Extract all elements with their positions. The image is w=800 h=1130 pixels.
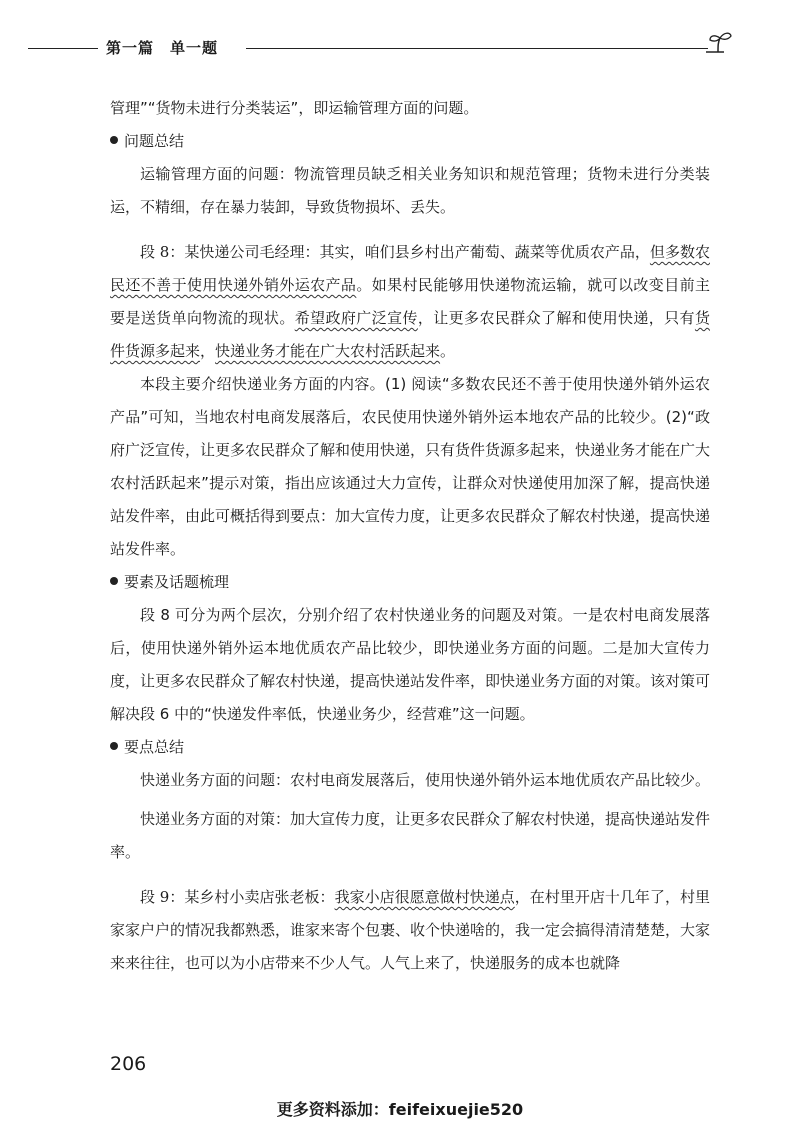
underlined-phrase: 我家小店很愿意做村快递点 [334, 888, 515, 906]
paragraph-transport-problem: 运输管理方面的问题：物流管理员缺乏相关业务知识和规范管理；货物未进行分类装运，不精细，存在暴力装卸，导致货物损坏、丢失。 [110, 165, 710, 216]
text-run: 。 [440, 342, 456, 360]
underlined-phrase: 货件货源多起来 [110, 309, 710, 360]
heading-text: 要点总结 [124, 738, 185, 756]
text-run: ，让更多农民群众了解和使用快递，只有 [417, 309, 695, 327]
bullet-icon [110, 136, 118, 144]
section-heading-problem-summary [110, 125, 710, 158]
paragraph-continuation: 管理”“货物未进行分类装运”，即运输管理方面的问题。 [110, 99, 479, 117]
footer-note: 更多资料添加：feifeixuejie520 [276, 1100, 524, 1119]
main-content [110, 92, 710, 980]
bullet-icon [110, 577, 118, 585]
page-header [28, 32, 728, 62]
paragraph-material-8 [110, 236, 710, 368]
section-heading-elements [110, 566, 710, 599]
underlined-phrase: 快递业务才能在广大农村活跃起来 [215, 342, 441, 360]
heading-text: 要素及话题梳理 [124, 573, 230, 591]
sprout-icon [704, 30, 734, 56]
header-rule-right [246, 48, 708, 49]
underlined-phrase: 希望政府广泛宣传 [294, 309, 418, 327]
underlined-phrase: 但多数农民还不善于使用快递外销外运农产品 [110, 243, 710, 294]
heading-text: 问题总结 [124, 132, 185, 150]
section-heading-key-points [110, 731, 710, 764]
text-run: 段 8：某快递公司毛经理：其实，咱们县乡村出产葡萄、蔬菜等优质农产品， [140, 243, 650, 261]
text-run: 。如果村民能够用快递物流运输，就可以改变目前主要是送货单向物流的现状。 [110, 276, 710, 327]
paragraph-express-problem: 快递业务方面的问题：农村电商发展落后，使用快递外销外运本地优质农产品比较少。 [140, 771, 711, 789]
paragraph-levels: 段 8 可分为两个层次，分别介绍了农村快递业务的问题及对策。一是农村电商发展落后，使用快递外销外运本地优质农产品比较少，即快递业务方面的问题。二是加大宣传力度，让更多农民群众了解农村快递，提高快递站发件率，即快递业务方面的对策。该对策可解决段 6 中的“快递发件率低，快递业务少，经营难”这一问题。 [110, 606, 711, 723]
bullet-icon [110, 742, 118, 750]
text-run: 段 9：某乡村小卖店张老板： [140, 888, 335, 906]
paragraph-analysis: 本段主要介绍快递业务方面的内容。(1) 阅读“多数农民还不善于使用快递外销外运农产品”可知，当地农村电商发展落后，农民使用快递外销外运本地农产品的比较少。(2)“政府广泛宣传，让更多农民群众了解和使用快递，只有货件货源多起来，快递业务才能在广大农村活跃起来”提示对策，指出应该通过大力宣传，让群众对快递使用加深了解，提高快递站发件率，由此可概括得到要点：加大宣传力度，让更多农民群众了解农村快递，提高快递站发件率。 [110, 375, 711, 558]
paragraph-express-countermeasure: 快递业务方面的对策：加大宣传力度，让更多农民群众了解农村快递，提高快递站发件率。 [110, 810, 711, 861]
text-run: ， [200, 342, 216, 360]
header-rule-left [28, 48, 98, 49]
paragraph-material-9 [110, 881, 710, 980]
page-number: 206 [110, 1053, 147, 1075]
header-title: 第一篇 单一题 [106, 39, 219, 57]
text-run: ，在村里开店十几年了，村里家家户户的情况我都熟悉，谁家来寄个包裹、收个快递啥的，我一定会搞得清清楚楚，大家来来往往，也可以为小店带来不少人气。人气上来了，快递服务的成本也就降 [110, 888, 711, 972]
